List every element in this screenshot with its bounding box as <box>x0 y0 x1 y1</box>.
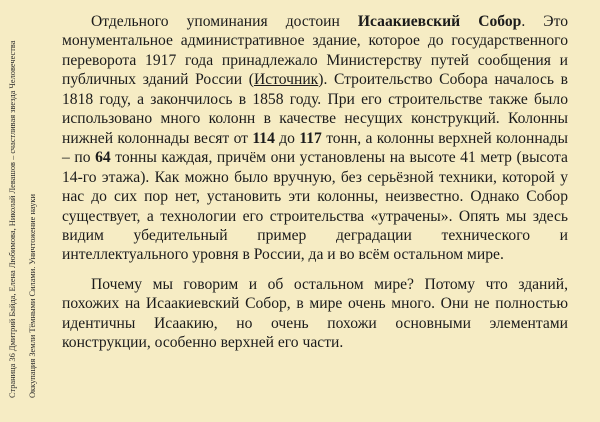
p1-text-6: тонны каждая, причём они установлены на высоте 41 метр (высота 14-го этажа). Как можно было вручную, без серьёзной техники, которой у нас до сих пор нет, установить эти колонны, неизвестно. Однако Собор существует, а технологии его строительства «утрачены». Опять мы здесь видим убедительный пример деградации технического и интеллектуального уровня в России, да и во всём остальном мире. <box>62 149 568 264</box>
source-link[interactable]: Источник <box>253 71 319 89</box>
p1-text-3: ). Строительство Собора началось в 1818 году, а закончилось в 1858 году. При его строительстве также было использовано много колонн в качестве несущих конструкций. Колонны нижней колоннады весят от <box>62 71 568 147</box>
p1-text-4: до <box>274 129 300 147</box>
p1-bold-114: 114 <box>252 129 275 147</box>
p1-bold-117: 117 <box>299 129 322 147</box>
p1-text-2: . Это монументальное административное здание, которое до государственного переворота 1917 года принадлежало Министерству путей сообщения и публичных зданий России ( <box>62 13 568 89</box>
paragraph-1 <box>62 12 568 265</box>
p1-bold-cathedral: Исаакиевский Собор <box>357 13 522 30</box>
side-caption <box>4 0 40 422</box>
p1-text-1: Отдельного упоминания достоин <box>91 13 358 30</box>
paragraph-2: Почему мы говорим и об остальном мире? Потому что зданий, похожих на Исаакиевский Собор, в мире очень много. Они не полностью идентичны Исаакию, но очень похожи основными элементами конструкции, особенно верхней его части. <box>62 275 568 352</box>
side-caption-line-2: Оккупация Земли Тёмными Силами. Уничтожение науки <box>28 194 37 398</box>
p1-text-5: тонн, а колонны верхней колоннады – по <box>62 129 568 167</box>
side-caption-line-1: Страница 36 Дмитрий Байда, Елена Любимова, Николай Левашов – счастливая звезда Человечества <box>8 40 17 398</box>
p1-bold-64: 64 <box>95 149 111 167</box>
body-text <box>62 12 568 353</box>
